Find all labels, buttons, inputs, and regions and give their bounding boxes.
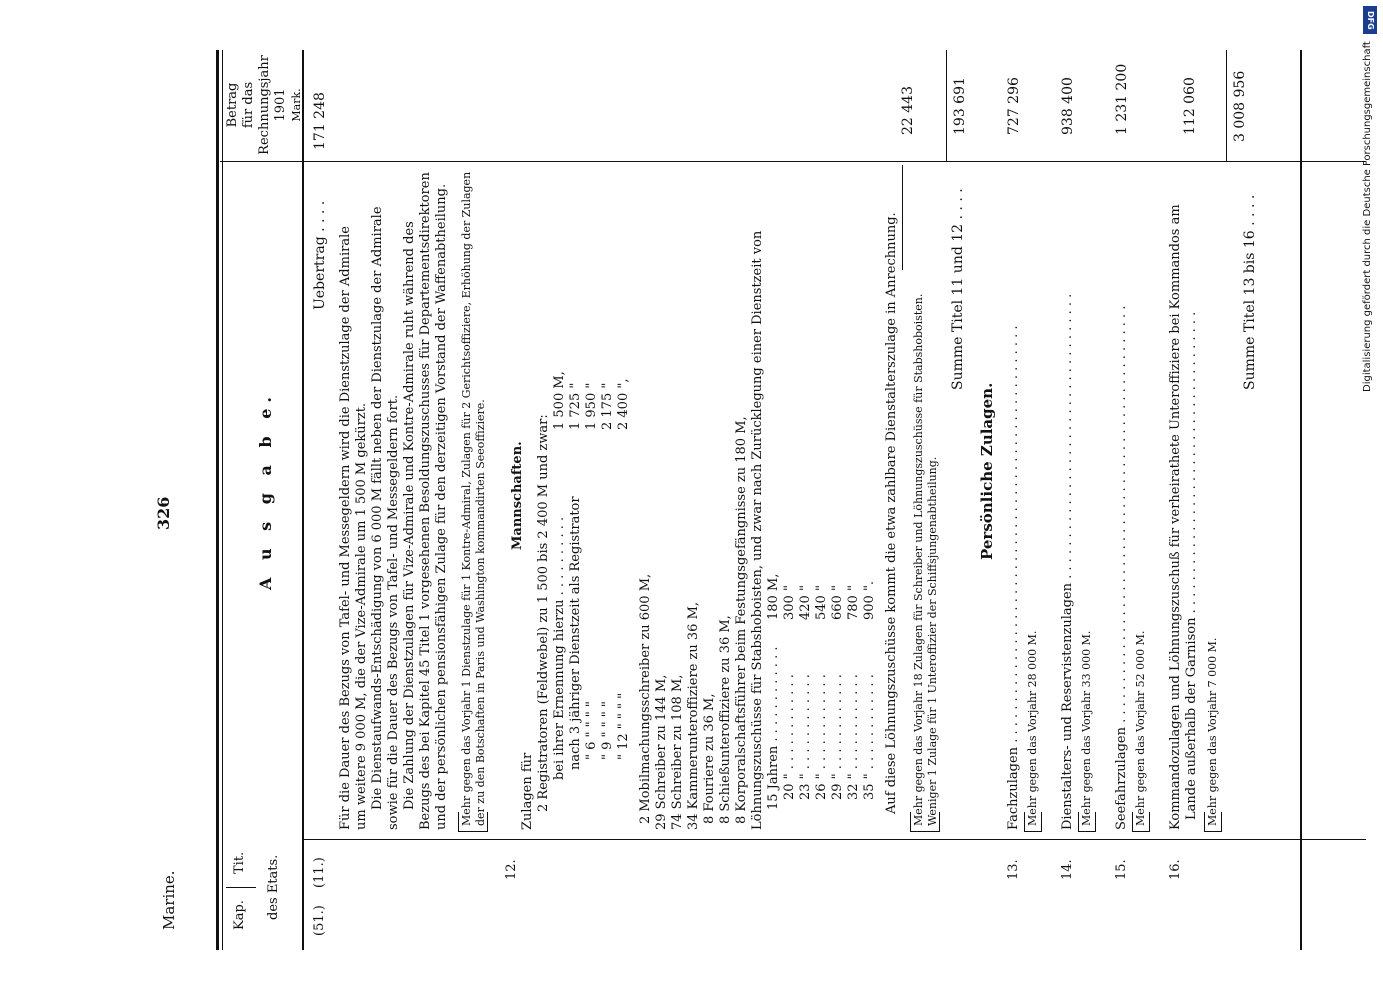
reg-line-1-label: bei ihrer Ernennung hierzu . . . . . . . . . . bbox=[552, 516, 567, 780]
jahre-line-1-value: 180 M, bbox=[766, 573, 781, 620]
item13-label: Fachzulagen . . . . . . . . . . . . . . . . . . . . . . . . . . . . . . . . . . . . . . . . . . . . . . . . . . . bbox=[1006, 325, 1021, 830]
item16-line-1: Kommandozulagen und Löhnungszuschuß für verheirathete Unteroffiziere bei Kommandos am bbox=[1168, 204, 1183, 830]
item14-note: Mehr gegen das Vorjahr 33 000 M. bbox=[1080, 630, 1093, 826]
col-tit-label: Tit. bbox=[232, 851, 247, 874]
item16-line-2: Lande außerhalb der Garnison . . . . . . . . . . . . . . . . . . . . . . . . . . . . . . . . . . . . . bbox=[1184, 311, 1199, 820]
tit-column-divider bbox=[304, 839, 1366, 840]
reg-line-2-label: nach 3 jähriger Dienstzeit als Registrator bbox=[568, 496, 583, 770]
zul-line-2: 29 Schreiber zu 144 M, bbox=[654, 674, 669, 830]
dfg-credit-text: Digitalisierung gefördert durch die Deutsche Forschungsgemeinschaft bbox=[1362, 41, 1373, 392]
jahre-line-1-label: 15 Jahren . . . . . . . . . . . . bbox=[766, 646, 781, 810]
item13-tit: 13. bbox=[1006, 859, 1021, 880]
jahre-line-3-value: 420 " bbox=[798, 585, 813, 620]
summe-11-12-rule bbox=[946, 50, 947, 161]
reg-line-5-label: " 12 " " " " bbox=[616, 692, 631, 760]
item14-amount: 938 400 bbox=[1060, 77, 1076, 135]
col-kap-label: Kap. bbox=[232, 900, 247, 930]
para1-line-6: Bezugs des bei Kapitel 45 Titel 1 vorgesehenen Besoldungszuschusses für Departementsdirektoren bbox=[418, 172, 433, 830]
item14-label: Dienstalters- und Reservistenzulagen . . . . . . . . . . . . . . . . . . . . . . . . . . . . . . . . . . . bbox=[1060, 293, 1075, 830]
zul-line-8: Löhnungszuschüsse für Stabshoboisten, und zwar nach Zurücklegung einer Dienstzeit von bbox=[750, 230, 765, 830]
zul-line-4: 34 Kammerunteroffiziere zu 36 M, bbox=[686, 601, 701, 830]
jahre-line-2-value: 300 " bbox=[782, 585, 797, 620]
para1-line-1: Für die Dauer des Bezugs von Tafel- und Messegeldern wird die Dienstzulage der Admirale bbox=[338, 226, 353, 830]
uebertrag-amount: 171 248 bbox=[312, 92, 328, 150]
reg-line-2-value: 1 725 " bbox=[568, 382, 583, 430]
note1-line-2: der zu den Botschaften in Paris und Washington kommandirten Seeoffiziere. bbox=[474, 399, 487, 826]
reg-line-5-value: 2 400 ", bbox=[616, 378, 631, 430]
page-bottom-rule bbox=[1300, 50, 1302, 950]
jahre-line-2-label: 20 " . . . . . . . . . . . . bbox=[782, 674, 797, 800]
para1-line-5: Die Zahlung der Dienstzulagen für Vize-Admirale und Kontre-Admirale ruht während des bbox=[402, 221, 417, 810]
summe-13-16-label: Summe Titel 13 bis 16 . . . . bbox=[1242, 194, 1258, 390]
page-number: 326 bbox=[154, 496, 173, 530]
reg-line-3-label: " 6 " " " " bbox=[584, 701, 599, 760]
jahre-line-5-label: 29 " . . . . . . . . . . . . bbox=[830, 674, 845, 800]
note2-line-1: Mehr gegen das Vorjahr 18 Zulagen für Schreiber und Löhnungszuschüsse für Stabshoboisten. bbox=[912, 293, 925, 826]
amount-header-1: Betrag bbox=[225, 82, 240, 128]
jahre-line-5-value: 660 " bbox=[830, 585, 845, 620]
item13-note: Mehr gegen das Vorjahr 28 000 M. bbox=[1026, 630, 1039, 826]
item15-note: Mehr gegen das Vorjahr 52 000 M. bbox=[1134, 630, 1147, 826]
jahre-line-4-value: 540 " bbox=[814, 585, 829, 620]
jahre-line-4-label: 26 " . . . . . . . . . . . . bbox=[814, 674, 829, 800]
amount-12: 22 443 bbox=[900, 86, 916, 135]
para1-line-2: um weitere 9 000 M, die der Vize-Admirale um 1 500 M gekürzt. bbox=[354, 402, 369, 830]
row-tit: (11.) bbox=[312, 857, 327, 888]
rotated-sheet bbox=[116, 50, 1366, 950]
item16-amount: 112 060 bbox=[1182, 77, 1198, 135]
zulagen-fuer: Zulagen für bbox=[520, 752, 535, 830]
header-rule-thin bbox=[222, 50, 223, 950]
col-des-etats-label: des Etats. bbox=[266, 854, 281, 920]
item16-tit: 16. bbox=[1168, 859, 1183, 880]
zul-line-3: 74 Schreiber zu 108 M, bbox=[670, 674, 685, 830]
amount-header-2: für das bbox=[241, 81, 256, 129]
summe-11-12-amount: 193 691 bbox=[952, 77, 968, 135]
item15-label: Seefahrzulagen . . . . . . . . . . . . . . . . . . . . . . . . . . . . . . . . . . . . . . . . . . . . . . . . . . . bbox=[1114, 305, 1129, 830]
section-title: A u s g a b e. bbox=[256, 391, 275, 590]
reg-line-4-value: 2 175 " bbox=[600, 382, 615, 430]
registratoren-line: 2 Registratoren (Feldwebel) zu 1 500 bis 2 400 M und zwar: bbox=[536, 414, 551, 812]
summe-11-12-label: Summe Titel 11 und 12 . . . . bbox=[950, 188, 966, 390]
zul-line-5: 8 Fouriere zu 36 M, bbox=[702, 693, 717, 824]
note1-line-1: Mehr gegen das Vorjahr 1 Dienstzulage für 1 Kontre-Admiral, Zulagen für 2 Gerichtsoffiziere, Erhöhung der Zulagen bbox=[460, 171, 473, 826]
amount-column-divider bbox=[220, 161, 1366, 162]
jahre-line-6-value: 780 " bbox=[846, 585, 861, 620]
mannschaften-heading: Mannschaften. bbox=[510, 441, 525, 550]
zul-line-7: 8 Korporalschaftsführer beim Festungsgefängnisse zu 180 M, bbox=[734, 416, 749, 824]
summe-13-16-amount: 3 008 956 bbox=[1232, 70, 1248, 142]
dfg-logo: DFG bbox=[1363, 6, 1377, 34]
reg-line-4-label: " 9 " " " " bbox=[600, 701, 615, 760]
para1-line-4: sowie für die Dauer des Bezugs von Tafel- und Messegeldern fort. bbox=[386, 394, 401, 830]
para1-line-7: und der persönlichen pensionsfähigen Zulage für den derzeitigen Vorstand der Waffenabtheilung. bbox=[434, 183, 449, 830]
auf-diese-line: Auf diese Löhnungszuschüsse kommt die etwa zahlbare Dienstalterszulage in Anrechnung. bbox=[884, 212, 899, 814]
kap-tit-divider bbox=[226, 887, 256, 888]
department-label: Marine. bbox=[160, 870, 178, 930]
note2-line-2: Weniger 1 Zulage für 1 Unteroffizier der Schiffsjungenabtheilung. bbox=[926, 456, 939, 826]
item13-amount: 727 296 bbox=[1006, 77, 1022, 135]
tit12-number: 12. bbox=[504, 859, 519, 880]
uebertrag-label: Uebertrag . . . . bbox=[312, 200, 328, 310]
amount-header-3: Rechnungsjahr bbox=[257, 55, 272, 155]
summe-13-16-rule bbox=[1226, 50, 1227, 161]
item15-tit: 15. bbox=[1114, 859, 1129, 880]
item16-note: Mehr gegen das Vorjahr 7 000 M. bbox=[1206, 637, 1219, 826]
jahre-line-3-label: 23 " . . . . . . . . . . . . bbox=[798, 674, 813, 800]
para1-line-3: Die Dienstaufwands-Entschädigung von 6 000 M fällt neben der Dienstzulage der Admirale bbox=[370, 206, 385, 810]
amount-unit: Mark. bbox=[290, 88, 303, 122]
amount-header-4: 1901 bbox=[273, 88, 288, 122]
jahre-line-6-label: 32 " . . . . . . . . . . . . bbox=[846, 674, 861, 800]
row-kap: (51.) bbox=[312, 905, 327, 936]
jahre-line-7-label: 35 " . . . . . . . . . . . . bbox=[862, 674, 877, 800]
item14-tit: 14. bbox=[1060, 859, 1075, 880]
header-double-rule bbox=[216, 50, 219, 950]
zul-line-6: 8 Schießunteroffiziere zu 36 M, bbox=[718, 615, 733, 824]
reg-line-3-value: 1 950 " bbox=[584, 382, 599, 430]
persoenliche-zulagen-heading: Persönliche Zulagen. bbox=[978, 382, 996, 560]
subtotal-rule-12 bbox=[902, 165, 903, 270]
col-header-bottom-rule bbox=[302, 50, 304, 950]
reg-line-1-value: 1 500 M, bbox=[552, 371, 567, 430]
zul-line-1: 2 Mobilmachungsschreiber zu 600 M, bbox=[638, 573, 653, 824]
jahre-line-7-value: 900 ". bbox=[862, 580, 877, 620]
item15-amount: 1 231 200 bbox=[1114, 63, 1130, 135]
